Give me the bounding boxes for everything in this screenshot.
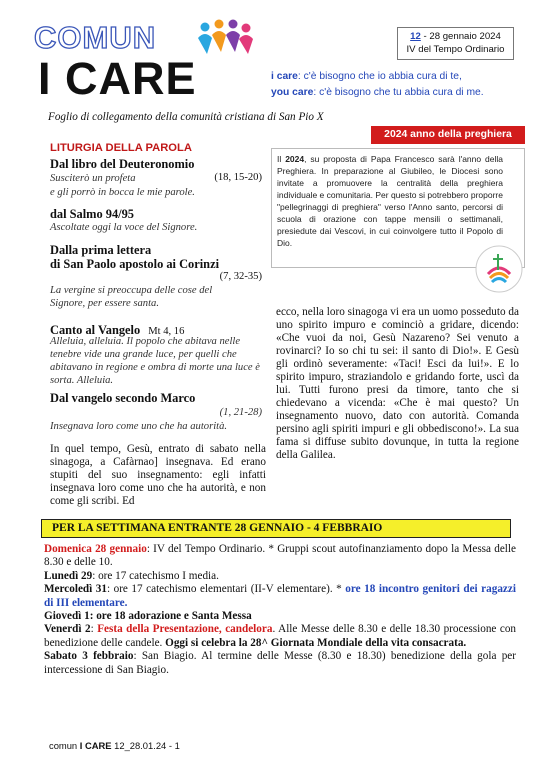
tagline1-label: i care <box>271 71 298 82</box>
saturday-text: : San Biagio. Al termine delle Messe (8.30 e 18.30) benedizione della gola per intercessione di San Biagio. <box>44 650 516 676</box>
week-item-monday <box>44 570 516 583</box>
year-box-text-pre: Il <box>277 154 286 164</box>
gospel-acclaim-head: Canto al Vangelo <box>50 323 141 337</box>
footer-prefix: comun <box>49 740 80 751</box>
saturday-label: Sabato 3 febbraio <box>44 650 134 663</box>
taglines <box>271 69 484 101</box>
issue-box <box>397 27 514 60</box>
year-box-title: 2024 anno della preghiera <box>371 126 525 144</box>
brand-main: I CARE <box>38 53 197 104</box>
reading2-text: La vergine si preoccupa delle cose del Signore, per essere santa. <box>50 285 213 309</box>
thursday-text: : ore 18 adorazione e Santa Messa <box>89 610 252 623</box>
gospel-head: Dal vangelo secondo Marco <box>50 391 196 405</box>
wednesday-highlight: ore 18 incontro genitori dei ragazzi di III elementare. <box>44 583 516 609</box>
gospel-ref: (1, 21-28) <box>219 407 262 418</box>
friday-sep: : <box>90 623 98 636</box>
footer-brand: I CARE <box>79 740 112 751</box>
masthead <box>30 14 270 114</box>
thursday-label: Giovedì 1 <box>44 610 90 623</box>
pellegrini-di-speranza-logo-icon <box>474 244 524 294</box>
week-schedule <box>44 543 516 677</box>
friday-highlight: Oggi si celebra la 28^ Giornata Mondiale della vita consacrata. <box>165 636 467 649</box>
issue-date: - 28 gennaio 2024 <box>420 31 501 42</box>
week-item-wednesday <box>44 583 516 610</box>
brand-top: COMUN <box>34 20 157 55</box>
monday-label: Lunedì 29 <box>44 569 93 582</box>
issue-season: IV del Tempo Ordinario <box>406 44 505 55</box>
week-item-friday <box>44 623 516 650</box>
wednesday-label: Mercoledì 31 <box>44 583 107 596</box>
gospel-acclaim-ref: Mt 4, 16 <box>148 326 185 337</box>
psalm-text: Ascoltate oggi la voce del Signore. <box>50 222 198 233</box>
week-item-thursday <box>44 610 516 623</box>
reading1-line2: e gli porrò in bocca le mie parole. <box>50 187 195 198</box>
year-box-text-year: 2024 <box>285 154 305 164</box>
reading1-head: Dal libro del Deuteronomio <box>50 157 195 171</box>
friday-feast: Festa della Presentazione, candelora <box>97 623 273 636</box>
week-item-sunday <box>44 543 516 570</box>
friday-label: Venerdì 2 <box>44 623 91 636</box>
sunday-text: : IV del Tempo Ordinario. * Gruppi scout autofinanziamento dopo la Messa delle 8.30 e delle 10. <box>44 543 516 569</box>
tagline2-text: : c'è bisogno che tu abbia cura di me. <box>313 87 484 98</box>
sunday-label: Domenica 28 gennaio <box>44 543 147 555</box>
gospel-text-right: ecco, nella loro sinagoga vi era un uomo posseduto da uno spirito impuro e cominciò a gridare, dicendo: «Che vuoi da noi, Gesù Nazareno? Sei venuto a rovinarci? Io so chi tu sei: il santo di Dio!». E Gesù gli ordinò severamente: «Taci! Esci da lui!». E lo spirito impuro, straziandolo e gridando forte, uscì da lui. Tutti furono presi da timore, tanto che si chiedevano a vicenda: «Che è mai questo? Un insegnamento nuovo, dato con autorità. Comanda persino agli spiriti impuri e gli obbediscono!». La sua fama si diffuse subito dovunque, in tutta la regione della Galilea. <box>276 306 519 461</box>
reading2-head1: Dalla prima lettera <box>50 243 152 257</box>
year-box-text-post: , su proposta di Papa Francesco sarà l'anno della Preghiera. In preparazione al Giubileo, le Diocesi sono invitate a promuovere la centralità della preghiera individuale e comunitaria. Per questo si potrebbero proporre "pellegrinaggi di preghiera" verso l'Anno santo, percorsi di scuola di orazione con tappe mensili o settimanali, presiedute dai Vescovi, in cui coinvolgere tutto il Popolo di Dio. <box>277 154 503 248</box>
tagline2-label: you care <box>271 87 314 98</box>
reading1-ref: (18, 15-20) <box>214 172 262 183</box>
friday-text: . Alle Messe delle 8.30 e delle 18.30 processione con benedizione delle candele. <box>44 623 517 649</box>
wednesday-text: : ore 17 catechismo elementari (II-V elementare). * <box>106 583 346 596</box>
reading2-head2: di San Paolo apostolo ai Corinzi <box>50 257 220 271</box>
subtitle: Foglio di collegamento della comunità cristiana di San Pio X <box>48 111 324 123</box>
tagline1-text: : c'è bisogno che io abbia cura di te, <box>297 71 462 82</box>
monday-text: : ore 17 catechismo I media. <box>92 569 219 582</box>
reading1-line1: Susciterò un profeta <box>50 173 136 184</box>
week-heading: PER LA SETTIMANA ENTRANTE 28 GENNAIO - 4 FEBBRAIO <box>41 519 511 538</box>
issue-number: 12 <box>410 31 421 42</box>
reading2-ref: (7, 32-35) <box>219 271 262 282</box>
gospel-text-left: In quel tempo, Gesù, entrato di sabato nella sinagoga, a Cafàrnao] insegnava. Ed erano stupiti del suo insegnamento: egli infatti insegnava loro come uno che ha autorità, e non come gli scribi. Ed <box>50 443 266 507</box>
psalm-head: dal Salmo 94/95 <box>50 207 134 221</box>
gospel-acclaim-text: Alleluia, alleluia. Il popolo che abitava nelle tenebre vide una grande luce, per quelli che abitavano in regione e ombra di morte una luce è sorta. Alleluia. <box>50 336 260 386</box>
footer-code: 12_28.01.24 - 1 <box>111 740 180 751</box>
liturgy-title: LITURGIA DELLA PAROLA <box>50 142 192 154</box>
footer <box>49 740 180 751</box>
gospel-summary: Insegnava loro come uno che ha autorità. <box>50 421 228 432</box>
people-logo-icon <box>195 18 255 62</box>
week-item-saturday <box>44 650 516 677</box>
year-box-text <box>277 153 503 249</box>
